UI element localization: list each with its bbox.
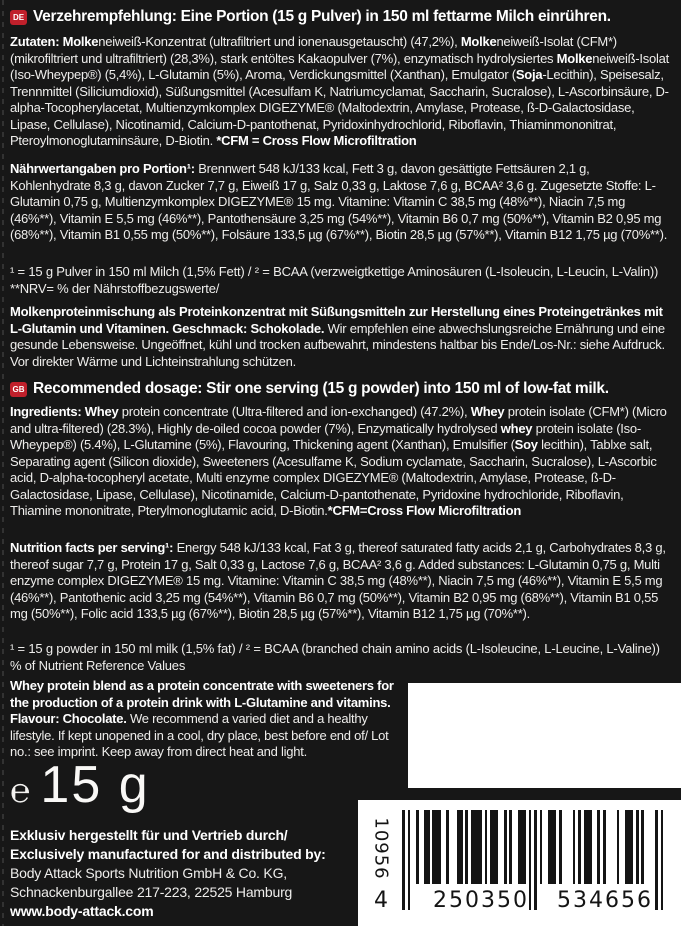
description-en: Whey protein blend as a protein concentrate with sweeteners for the production of a protein drink with L-Glutamine and vitamins. Flavour: Chocolate. We recommend a varied diet and a healthy lifestyle. If kept unopened in a cool, dry place, best before end of/ Lot no.: see imprint. Keep away from direct heat and light. xyxy=(10,678,394,759)
dosage-de-line xyxy=(10,8,671,26)
estimated-sign: ℮ xyxy=(10,772,31,810)
barcode-right-group: 534656 xyxy=(557,888,653,913)
barcode-side-code: 10956 xyxy=(370,817,392,880)
ingredients-en: Ingredients: Whey protein concentrate (Ultra-filtered and ion-exchanged) (47.2%), Whey protein isolate (CFM*) (Micro and ultra-filtered) (28.3%), Highly de-oiled cocoa powder (7%), Enzymatically hydrolysed whey protein isolate (Iso-Wheypep®) (5.4%), L-Glutamine (5%), Flavouring, Thickening agent (Xanthan), Emulsifier (Soy lecithin), Tablxe salt, Separating agent (Silicon dioxide), Sweeteners (Acesulfame K, Sodium cyclamate, Saccharin, Sucralose), L-Ascorbic acid, D-alpha-tocopheryl acetate, Multi enzyme complex DIGEZYME® (Maltodextrin, Amylase, Protease, ß-D-Galactosidase, Lipase, Cellulase), Nicotinamide, Calcium-D-pantothenate, Pyridoxine hydrochloride, Riboflavin, Thiamine mononitrate, Pterylmonoglutamic acid, D-Biotin.*CFM=Cross Flow Microfiltration xyxy=(10,404,667,518)
net-weight-value: 15 g xyxy=(40,756,150,814)
de-flag-badge-icon: DE xyxy=(10,10,27,25)
footnote-en: ¹ = 15 g powder in 150 ml milk (1,5% fat) / ² = BCAA (branched chain amino acids (L-Isoleucine, L-Leucine, L-Valine)) % of Nutrient Reference Values xyxy=(10,641,660,673)
distributor-block: Exklusiv hergestellt für und Vertrieb durch/ Exclusively manufactured for and distributed by: Body Attack Sports Nutrition GmbH & Co. KG, Schnackenburgallee 217-223, 22525 Hamburg www.body-attack.com xyxy=(10,827,326,919)
nutrition-de: Nährwertangaben pro Portion¹: Brennwert 548 kJ/133 kcal, Fett 3 g, davon gesättigte Fettsäuren 2,1 g, Kohlenhydrate 8,3 g, davon Zucker 7,7 g, Eiweiß 17 g, Salz 0,33 g, Laktose 7,6 g, BCAA² 3,6 g. Zugesetzte Stoffe: L-Glutamin 0,75 g, Multienzymkomplex DIGEZYME® 15 mg. Vitamine: Vitamin C 38,5 mg (48%**), Niacin 7,5 mg (46%**), Vitamin E 5,5 mg (46%**), Pantothensäure 3,25 mg (54%**), Vitamin B6 0,7 mg (50%**), Vitamin B2 0,95 mg (68%**), Vitamin B1 0,55 mg (50%**), Folsäure 133,5 µg (67%**), Biotin 28,5 µg (57%**), Vitamin B12 1,75 µg (70%**). xyxy=(10,161,668,242)
barcode xyxy=(358,800,681,926)
barcode-lead-digit: 4 xyxy=(374,888,388,913)
dosage-de-text: Verzehrempfehlung: Eine Portion (15 g Pulver) in 150 ml fettarme Milch einrühren. xyxy=(33,8,611,25)
blank-white-box xyxy=(408,683,681,788)
dosage-en-line xyxy=(10,380,671,398)
nutrition-en: Nutrition facts per serving¹: Energy 548 kJ/133 kcal, Fat 3 g, thereof saturated fatty acids 2,1 g, Carbohydrates 8,3 g, thereof sugar 7,7 g, Protein 17 g, Salt 0,33 g, Lactose 7,6 g, BCAA² 3,6 g. Added substances: L-Glutamin 0,75 g, Multi enzyme complex DIGEZYME® 15 mg. Vitamine: Vitamin C 38,5 mg (48%**), Niacin 7,5 mg (46%**), Vitamin E 5,5 mg (46%**), Pantothenic acid 3,25 mg (54%**), Vitamin B6 0,7 mg (50%**), Vitamin B2 0,95 mg (68%**), Vitamin B1 0,55 mg (50%**), Folic acid 133,5 µg (67%**), Biotin 28,5 µg (57%**), Vitamin B12 1,75 µg (70%**). xyxy=(10,540,666,621)
footnote-de: ¹ = 15 g Pulver in 150 ml Milch (1,5% Fett) / ² = BCAA (verzweigtkettige Aminosäuren (L-Isoleucin, L-Leucin, L-Valin)) **NRV= % der Nährstoffbezugswerte/ xyxy=(10,264,659,296)
description-de: Molkenproteinmischung als Proteinkonzentrat mit Süßungsmitteln zur Herstellung eines Proteingetränkes mit L-Glutamin und Vitaminen. Geschmack: Schokolade. Wir empfehlen eine abwechslungsreiche Ernährung und eine gesunde Lebensweise. Ungeöffnet, kühl und trocken aufbewahrt, mindestens haltbar bis Ende/Los-Nr.: siehe Aufdruck. Vor direkter Wärme und Lichteinstrahlung schützen. xyxy=(10,304,665,369)
dosage-en-text: Recommended dosage: Stir one serving (15 g powder) into 150 ml of low-fat milk. xyxy=(33,380,609,397)
gb-flag-badge-icon: GB xyxy=(10,382,27,397)
ingredients-de: Zutaten: Molkeneiweiß-Konzentrat (ultrafiltriert und ionenausgetauscht) (47,2%), Molkeneiweiß-Isolat (CFM*) (mikrofiltriert und ultrafiltriert) (28,3%), stark entöltes Kakaopulver (7%), enzymatisch hydrolysiertes Molkeneiweiß-Isolat (Iso-Wheypep®) (5,4%), L-Glutamin (5%), Aroma, Verdickungsmittel (Xanthan), Emulgator (Soja-Lecithin), Speisesalz, Trennmittel (Siliciumdioxid), Süßungsmittel (Acesulfam K, Natriumcyclamat, Saccharin, Sucralose), L-Ascorbinsäure, D-alpha-Tocopherylacetat, Multienzymkomplex DIGEZYME® (Maltodextrin, Amylase, Protease, ß-D-Galactosidase, Lipase, Cellulase), Nicotinamid, Calcium-D-pantothenat, Pyridoxinhydrochlorid, Riboflavin, Thiaminmononitrat, Pteroylmonoglutaminsäure, D-Biotin. *CFM = Cross Flow Microfiltration xyxy=(10,34,669,148)
barcode-left-group: 250350 xyxy=(433,888,529,913)
